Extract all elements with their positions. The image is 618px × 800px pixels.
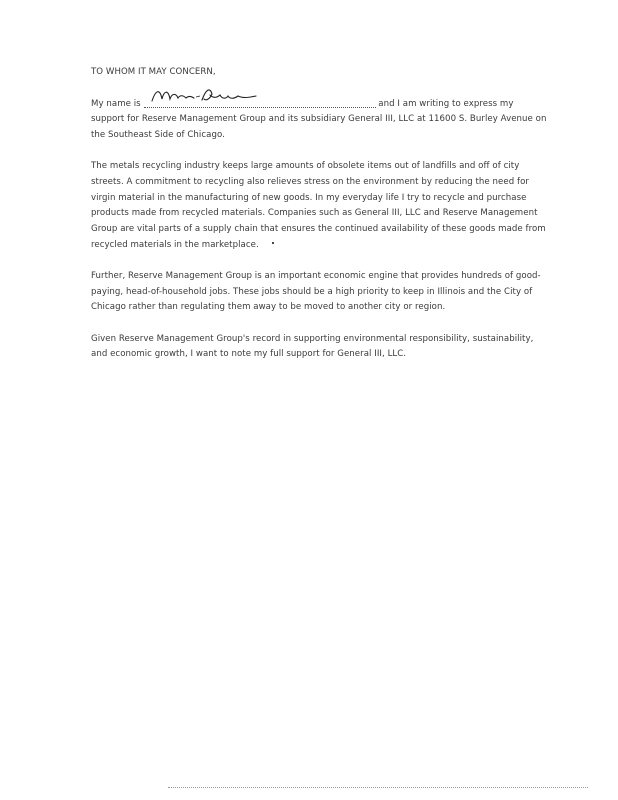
scan-artifact (168, 785, 588, 788)
salutation: TO WHOM IT MAY CONCERN, (91, 67, 216, 77)
intro-prefix: My name is (91, 98, 141, 109)
intro-suffix: and I am writing to express my support for Reserve Management Group and its subsidiary General III, LLC at 11600 S. Burley Avenue on the Southeast Side of Chicago. (91, 98, 547, 141)
body-paragraph-1: The metals recycling industry keeps large amounts of obsolete items out of landfills and off of city streets. A commitment to recycling also relieves stress on the environment by reducing the need for virgin material in the manufacturing of new goods. In my everyday life I try to recycle and purchase products made from recycled materials. Companies such as General III, LLC and Reserve Management Group are vital parts of a supply chain that ensures the continued availability of these goods made from recycled materials in the marketplace. (91, 161, 546, 250)
signature-line (144, 96, 376, 108)
stray-mark (272, 242, 274, 244)
support-letter (91, 65, 547, 379)
handwritten-signature (150, 85, 260, 107)
body-paragraph-2: Further, Reserve Management Group is an important economic engine that provides hundreds of good-paying, head-of-household jobs. These jobs should be a high priority to keep in Illinois and the City of Chicago rather than regulating them away to be moved to another city or region. (91, 271, 541, 313)
body-paragraph-3: Given Reserve Management Group's record in supporting environmental responsibility, sustainability, and economic growth, I want to note my full support for General III, LLC. (91, 333, 534, 360)
intro-paragraph (91, 96, 547, 144)
